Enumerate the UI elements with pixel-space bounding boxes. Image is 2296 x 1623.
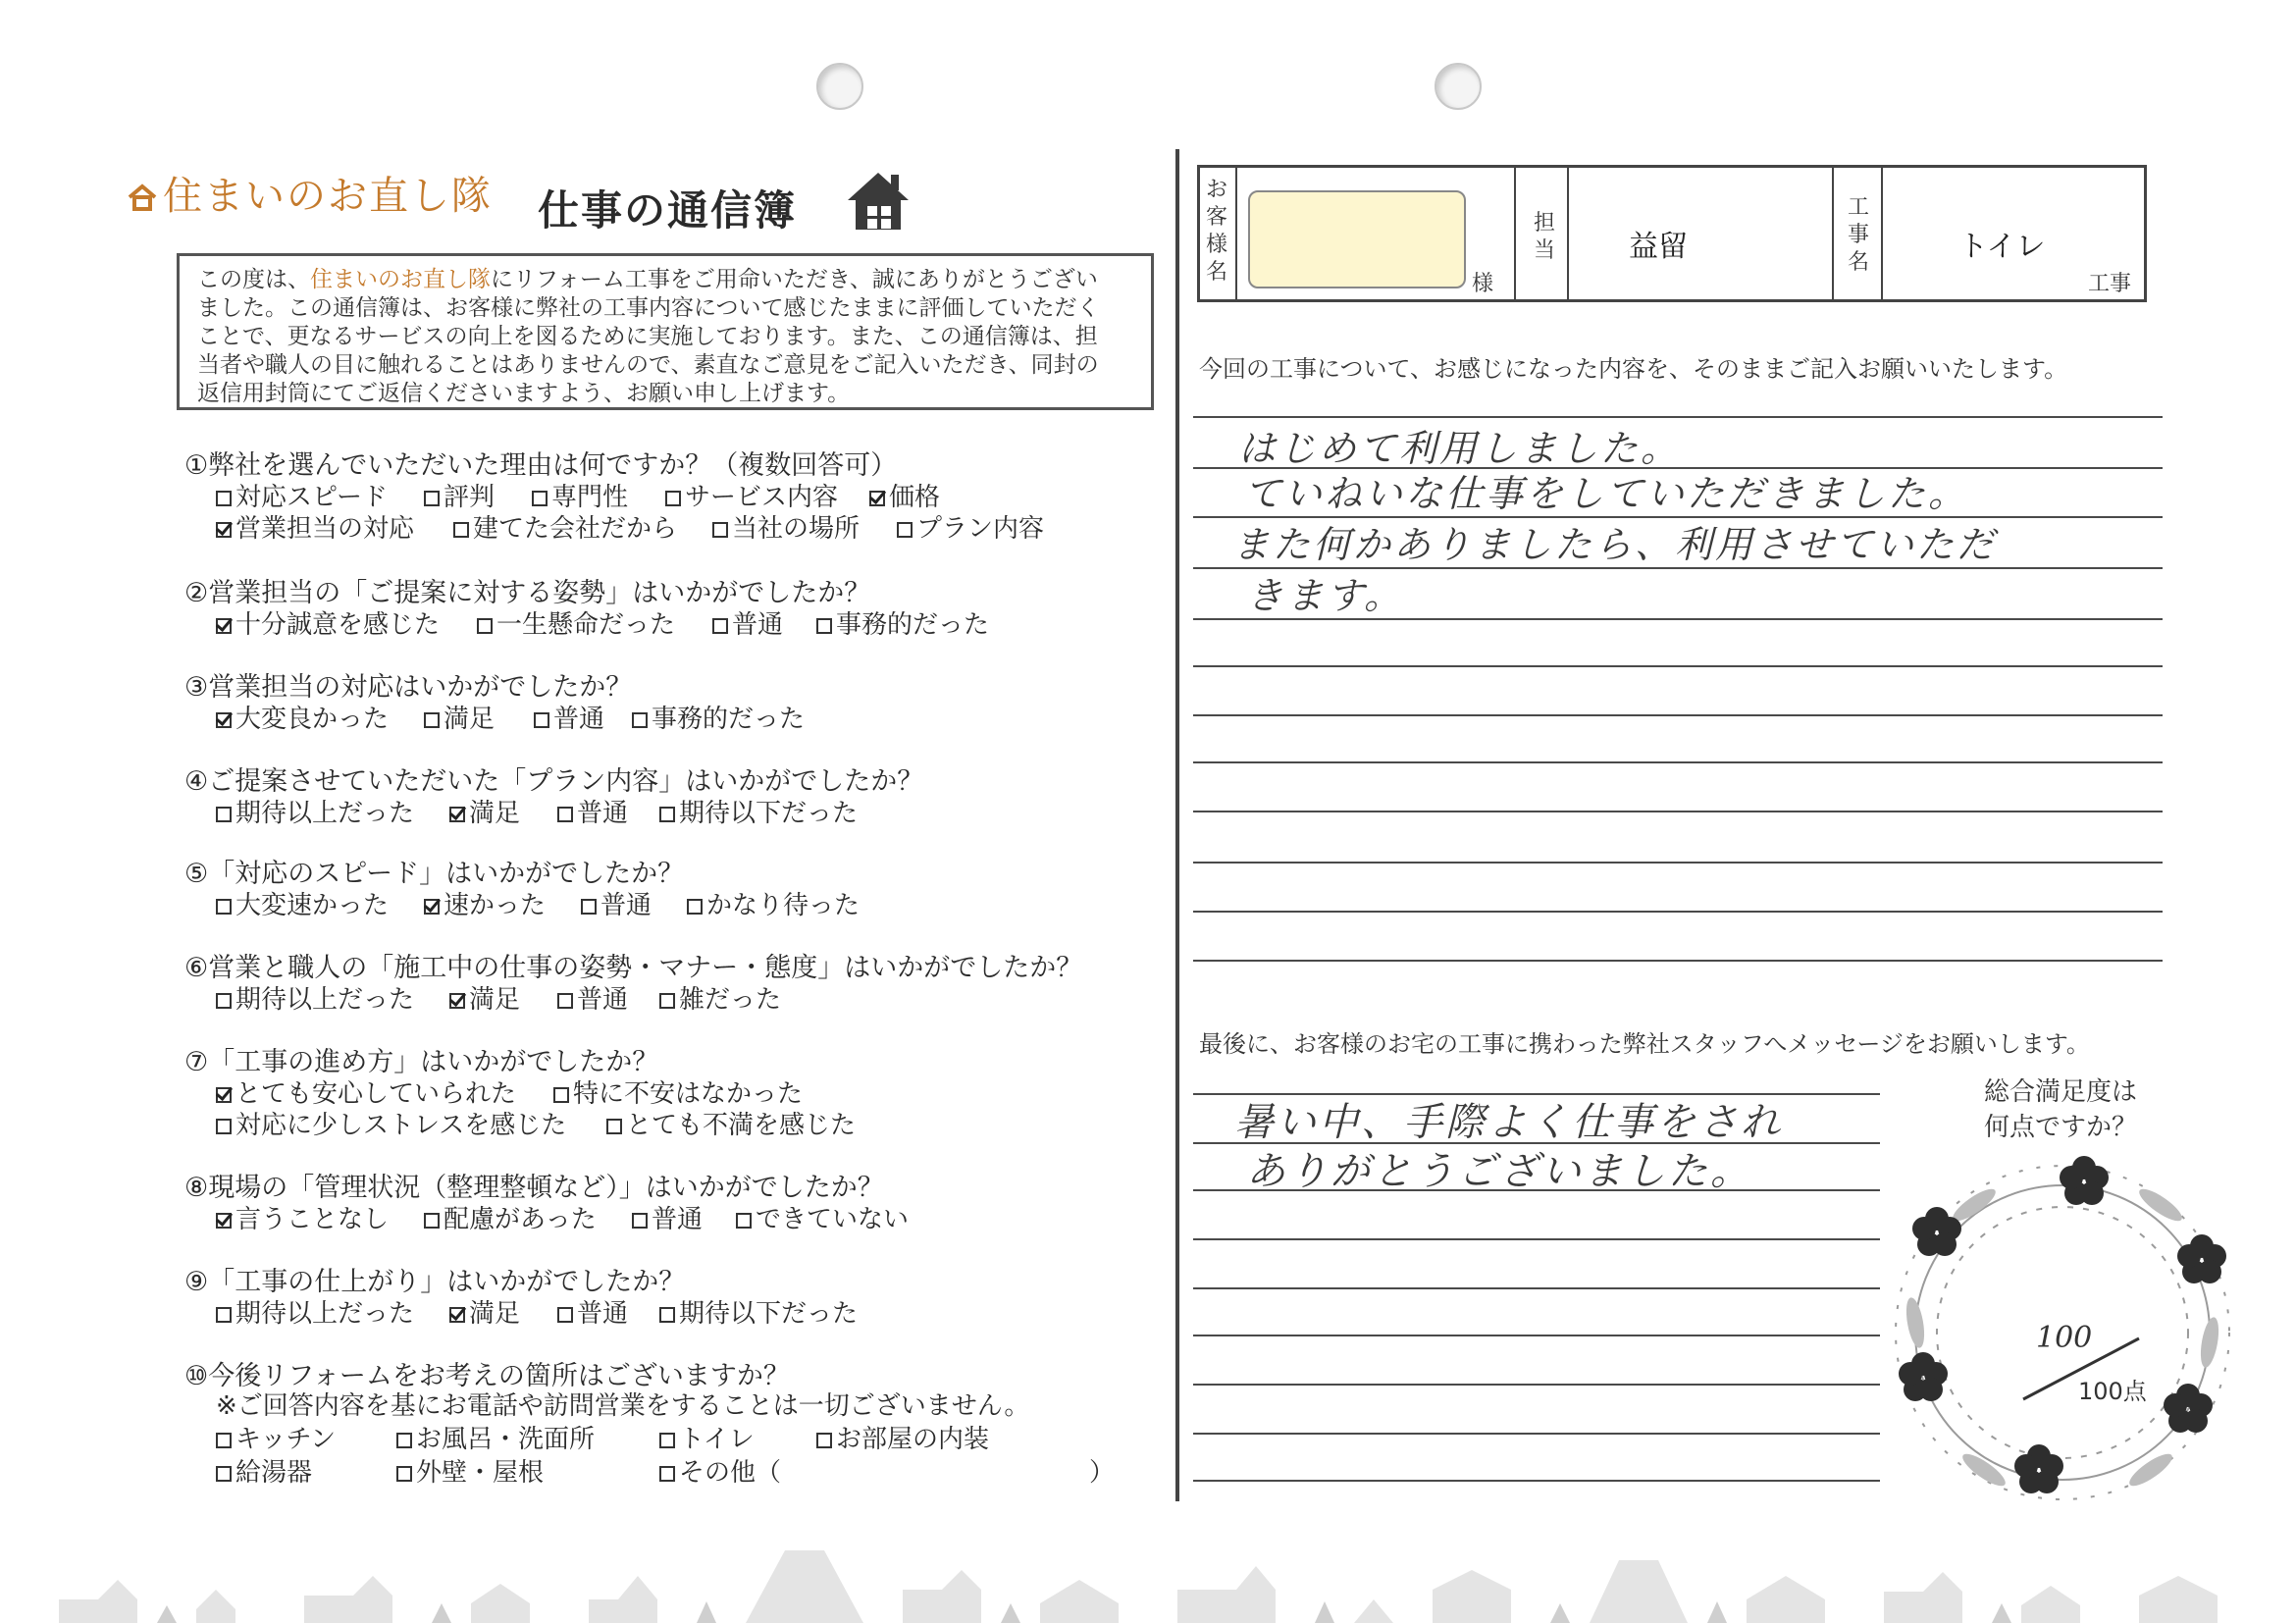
option-label: 期待以下だった <box>679 799 859 828</box>
checkbox-icon[interactable] <box>216 1119 232 1134</box>
question-10: ⑩今後リフォームをお考えの箇所はございますか？ <box>184 1361 790 1391</box>
message-text-line: 暑い中、手際よく仕事をされ <box>1234 1100 1783 1145</box>
option-label: 普通 <box>553 705 605 734</box>
message-rule <box>1193 1287 1880 1289</box>
work-name-label: 工事名 <box>1847 195 1869 275</box>
checkbox-icon[interactable] <box>659 993 675 1009</box>
option-label: サービス内容 <box>685 483 839 512</box>
option-label: 対応スピード <box>235 483 388 512</box>
option-label: とても安心していられた <box>235 1079 517 1109</box>
checkbox-icon[interactable] <box>632 1213 648 1229</box>
checkbox-icon[interactable] <box>216 1213 232 1229</box>
option-checkbox[interactable] <box>216 1419 336 1455</box>
option-label: 満足 <box>444 705 496 734</box>
checkbox-icon[interactable] <box>216 1433 232 1448</box>
cell-border <box>1881 168 1883 299</box>
option-checkbox[interactable] <box>396 1452 544 1489</box>
sama-label: 様 <box>1472 272 1494 296</box>
impression-rule <box>1193 665 2163 667</box>
option-checkbox[interactable] <box>216 1293 414 1330</box>
option-label: 建てた会社だから <box>473 514 678 544</box>
option-checkbox[interactable] <box>216 604 440 641</box>
option-checkbox[interactable] <box>557 793 628 829</box>
question-4: ④ご提案させていただいた「プラン内容」はいかがでしたか？ <box>184 766 924 797</box>
option-label: 特に不安はなかった <box>573 1079 804 1109</box>
checkbox-icon[interactable] <box>424 712 440 728</box>
option-label: プラン内容 <box>916 514 1045 544</box>
question-3: ③営業担当の対応はいかがでしたか？ <box>184 672 633 703</box>
option-label: 言うことなし <box>235 1205 390 1234</box>
checkbox-icon[interactable] <box>632 712 648 728</box>
option-label: 大変速かった <box>235 891 390 920</box>
satisfaction-question <box>1962 1074 2159 1145</box>
checkbox-icon[interactable] <box>553 1087 569 1103</box>
option-checkbox[interactable] <box>659 1419 755 1455</box>
satisfaction-question-l1: 総合満足度は <box>1983 1077 2137 1107</box>
option-checkbox[interactable] <box>659 1293 858 1330</box>
checkbox-icon[interactable] <box>396 1433 412 1448</box>
message-rule <box>1193 1384 1880 1386</box>
checkbox-icon[interactable] <box>665 491 681 506</box>
checkbox-icon[interactable] <box>581 899 597 915</box>
option-checkbox[interactable] <box>632 1199 703 1235</box>
option-label: とても不満を感じた <box>626 1111 857 1140</box>
option-checkbox[interactable] <box>477 604 675 641</box>
checkbox-icon[interactable] <box>216 491 232 506</box>
option-label: 専門性 <box>551 483 629 512</box>
option-checkbox[interactable] <box>712 604 783 641</box>
impression-text-line: また何かありましたら、利用させていただ <box>1232 523 1998 566</box>
option-checkbox[interactable] <box>557 1293 628 1330</box>
option-checkbox[interactable] <box>659 793 858 829</box>
form-title: 仕事の通信簿 <box>538 186 798 235</box>
option-checkbox[interactable] <box>687 885 860 921</box>
option-checkbox[interactable] <box>659 1452 781 1489</box>
intro-line-2: ました。この通信簿は、お客様に弊社の工事内容について感じたままに評価していただく <box>197 295 1100 321</box>
cell-border <box>1832 168 1834 299</box>
checkbox-icon[interactable] <box>424 491 440 506</box>
checkbox-icon[interactable] <box>897 522 913 538</box>
impression-rule <box>1193 811 2163 812</box>
impression-rule <box>1193 714 2163 716</box>
option-checkbox[interactable] <box>606 1105 856 1141</box>
intro-line-4: 当者や職人の目に触れることはありませんので、素直なご意見をご記入いただき、同封の <box>197 352 1099 378</box>
option-label: 普通 <box>732 610 784 640</box>
score-total: 100点 <box>2078 1378 2147 1405</box>
impression-rule <box>1193 862 2163 864</box>
intro-brand: 住まいのお直し隊 <box>310 267 491 292</box>
checkbox-icon[interactable] <box>659 1466 675 1482</box>
work-name-value: トイレ <box>1958 230 2046 264</box>
checkbox-icon[interactable] <box>606 1119 622 1134</box>
option-label: 速かった <box>444 891 547 920</box>
checkbox-icon[interactable] <box>396 1466 412 1482</box>
option-checkbox[interactable] <box>897 508 1044 545</box>
message-rule <box>1193 1238 1880 1240</box>
checkbox-icon[interactable] <box>453 522 469 538</box>
option-label: 事務的だった <box>836 610 990 640</box>
option-label: キッチン <box>235 1425 337 1454</box>
checkbox-icon[interactable] <box>216 993 232 1009</box>
intro-line-5: 返信用封筒にてご返信くださいますよう、お願い申し上げます。 <box>197 381 851 406</box>
option-label: 満足 <box>469 1299 521 1329</box>
option-label: 満足 <box>469 799 521 828</box>
option-checkbox[interactable] <box>424 1199 597 1235</box>
option-checkbox[interactable] <box>424 885 546 921</box>
intro-line-1 <box>197 266 1133 294</box>
intro-line-3: ことで、更なるサービスの向上を図るために実施しております。また、この通信簿は、担 <box>197 324 1098 349</box>
cell-border <box>1567 168 1569 299</box>
message-prompt: 最後に、お客様のお宅の工事に携わった弊社スタッフへメッセージをお願いします。 <box>1199 1030 2090 1058</box>
option-checkbox[interactable] <box>534 699 604 735</box>
option-checkbox[interactable] <box>581 885 652 921</box>
option-label: 事務的だった <box>652 705 806 734</box>
brand-logo <box>128 165 493 221</box>
question-2: ②営業担当の「ご提案に対する姿勢」はいかがでしたか？ <box>184 578 871 608</box>
option-label: 期待以上だった <box>235 985 415 1015</box>
option-checkbox[interactable] <box>712 508 860 545</box>
impression-text-line: はじめて利用しました。 <box>1238 427 1682 470</box>
impression-text-line: ていねいな仕事をしていただきました。 <box>1244 472 1969 515</box>
option-checkbox[interactable] <box>216 1105 566 1141</box>
work-suffix: 工事 <box>2088 272 2132 296</box>
checkbox-icon[interactable] <box>424 1213 440 1229</box>
intro-text-b: にリフォーム工事をご用命いただき、誠にありがとうござい <box>491 267 1098 292</box>
checkbox-icon[interactable] <box>424 899 440 915</box>
option-checkbox[interactable] <box>216 699 389 735</box>
checkbox-icon[interactable] <box>216 618 232 634</box>
option-label: 普通 <box>577 985 629 1015</box>
checkbox-icon[interactable] <box>216 712 232 728</box>
checkbox-icon[interactable] <box>477 618 493 634</box>
question-1: ①弊社を選んでいただいた理由は何ですか？（複数回答可） <box>184 450 898 481</box>
close-paren: ） <box>1089 1458 1116 1488</box>
option-checkbox[interactable] <box>449 1293 520 1330</box>
option-label: 営業担当の対応 <box>235 514 415 544</box>
brand-name-1: 住まいの <box>163 174 328 219</box>
checkbox-icon[interactable] <box>659 1433 675 1448</box>
option-label: 外壁・屋根 <box>416 1458 545 1488</box>
punch-hole-left <box>816 63 863 110</box>
option-label: 雑だった <box>679 985 782 1015</box>
checkbox-icon[interactable] <box>659 807 675 822</box>
option-label: トイレ <box>679 1425 755 1454</box>
brand-name-2: お直し隊 <box>328 174 493 219</box>
option-checkbox[interactable] <box>816 604 989 641</box>
question-8: ⑧現場の「管理状況（整理整頓など）」はいかがでしたか？ <box>184 1173 884 1203</box>
option-label: 普通 <box>577 1299 629 1329</box>
impression-text-line: きます。 <box>1246 574 1404 617</box>
intro-box <box>177 253 1154 410</box>
option-checkbox[interactable] <box>216 508 414 545</box>
option-label: 期待以上だった <box>235 1299 415 1329</box>
option-label: 大変良かった <box>235 705 390 734</box>
option-label: 評判 <box>444 483 496 512</box>
option-label: 十分誠意を感じた <box>235 610 441 640</box>
impression-rule <box>1193 911 2163 913</box>
option-checkbox[interactable] <box>216 885 389 921</box>
option-checkbox[interactable] <box>449 979 520 1016</box>
option-checkbox[interactable] <box>216 1452 312 1489</box>
question-9: ⑨「工事の仕上がり」はいかがでしたか？ <box>184 1267 686 1297</box>
option-checkbox[interactable] <box>216 793 414 829</box>
center-divider <box>1175 149 1179 1501</box>
checkbox-icon[interactable] <box>449 807 465 822</box>
option-label: かなり待った <box>706 891 861 920</box>
brand-house-icon <box>128 183 157 211</box>
house-icon <box>844 167 913 234</box>
satisfaction-question-l2: 何点ですか？ <box>1983 1113 2137 1142</box>
checkbox-icon[interactable] <box>659 1307 675 1323</box>
checkbox-icon[interactable] <box>216 807 232 822</box>
checkbox-icon[interactable] <box>557 1307 573 1323</box>
checkbox-icon[interactable] <box>816 618 832 634</box>
option-label: 期待以下だった <box>679 1299 859 1329</box>
cell-border <box>1514 168 1516 299</box>
checkbox-icon[interactable] <box>216 1087 232 1103</box>
staff-label: 担当 <box>1533 211 1555 263</box>
option-checkbox[interactable] <box>736 1199 909 1235</box>
option-label: できていない <box>756 1205 910 1234</box>
question-7: ⑦「工事の進め方」はいかがでしたか？ <box>184 1047 659 1077</box>
checkbox-icon[interactable] <box>532 491 548 506</box>
option-checkbox[interactable] <box>396 1419 595 1455</box>
option-checkbox[interactable] <box>449 793 520 829</box>
option-label: その他（ <box>679 1458 782 1488</box>
question-5: ⑤「対応のスピード」はいかがでしたか？ <box>184 859 685 889</box>
checkbox-icon[interactable] <box>449 1307 465 1323</box>
option-label: 当社の場所 <box>732 514 861 544</box>
question-10-note: ※ご回答内容を基にお電話や訪問営業をすることは一切ございません。 <box>216 1391 1030 1421</box>
checkbox-icon[interactable] <box>216 1307 232 1323</box>
option-label: 給湯器 <box>235 1458 313 1488</box>
punch-hole-right <box>1435 63 1482 110</box>
cell-border <box>1235 168 1237 299</box>
checkbox-icon[interactable] <box>216 899 232 915</box>
checkbox-icon[interactable] <box>712 522 728 538</box>
option-checkbox[interactable] <box>659 979 781 1016</box>
option-checkbox[interactable] <box>632 699 805 735</box>
option-label: 期待以上だった <box>235 799 415 828</box>
option-label: 配慮があった <box>444 1205 597 1234</box>
checkbox-icon[interactable] <box>816 1433 832 1448</box>
checkbox-icon[interactable] <box>534 712 549 728</box>
message-rule <box>1193 1433 1880 1435</box>
checkbox-icon[interactable] <box>557 993 573 1009</box>
checkbox-icon[interactable] <box>869 491 885 506</box>
option-checkbox[interactable] <box>453 508 677 545</box>
intro-text-a: この度は、 <box>197 267 310 292</box>
impression-rule <box>1193 761 2163 763</box>
question-6: ⑥営業と職人の「施工中の仕事の姿勢・マナー・態度」はいかがでしたか？ <box>184 953 1083 983</box>
impression-prompt: 今回の工事について、お感じになった内容を、そのままご記入お願いいたします。 <box>1199 355 2068 383</box>
checkbox-icon[interactable] <box>557 807 573 822</box>
option-label: お部屋の内装 <box>836 1425 990 1454</box>
checkbox-icon[interactable] <box>216 522 232 538</box>
impression-rule <box>1193 960 2163 962</box>
option-label: 対応に少しストレスを感じた <box>235 1111 567 1140</box>
message-rule <box>1193 1335 1880 1336</box>
customer-name-label: お客様名 <box>1205 178 1227 285</box>
message-rule <box>1193 1480 1880 1482</box>
message-text-line: ありがとうございました。 <box>1246 1149 1752 1194</box>
option-label: 一生懸命だった <box>496 610 676 640</box>
staff-value: 益留 <box>1629 230 1688 264</box>
option-label: 普通 <box>577 799 629 828</box>
option-label: 満足 <box>469 985 521 1015</box>
checkbox-icon[interactable] <box>736 1213 752 1229</box>
option-checkbox[interactable] <box>216 1199 389 1235</box>
score-value: 100 <box>2036 1321 2093 1355</box>
option-label: 普通 <box>600 891 652 920</box>
checkbox-icon[interactable] <box>216 1466 232 1482</box>
customer-name-field[interactable] <box>1248 190 1466 288</box>
option-checkbox[interactable] <box>557 979 628 1016</box>
option-checkbox[interactable] <box>816 1419 989 1455</box>
option-label: 価格 <box>889 483 941 512</box>
checkbox-icon[interactable] <box>687 899 703 915</box>
option-checkbox[interactable] <box>424 699 495 735</box>
option-label: お風呂・洗面所 <box>416 1425 596 1454</box>
checkbox-icon[interactable] <box>449 993 465 1009</box>
option-label: 普通 <box>652 1205 704 1234</box>
checkbox-icon[interactable] <box>712 618 728 634</box>
option-checkbox[interactable] <box>216 979 414 1016</box>
skyline-decoration <box>59 1531 2257 1623</box>
